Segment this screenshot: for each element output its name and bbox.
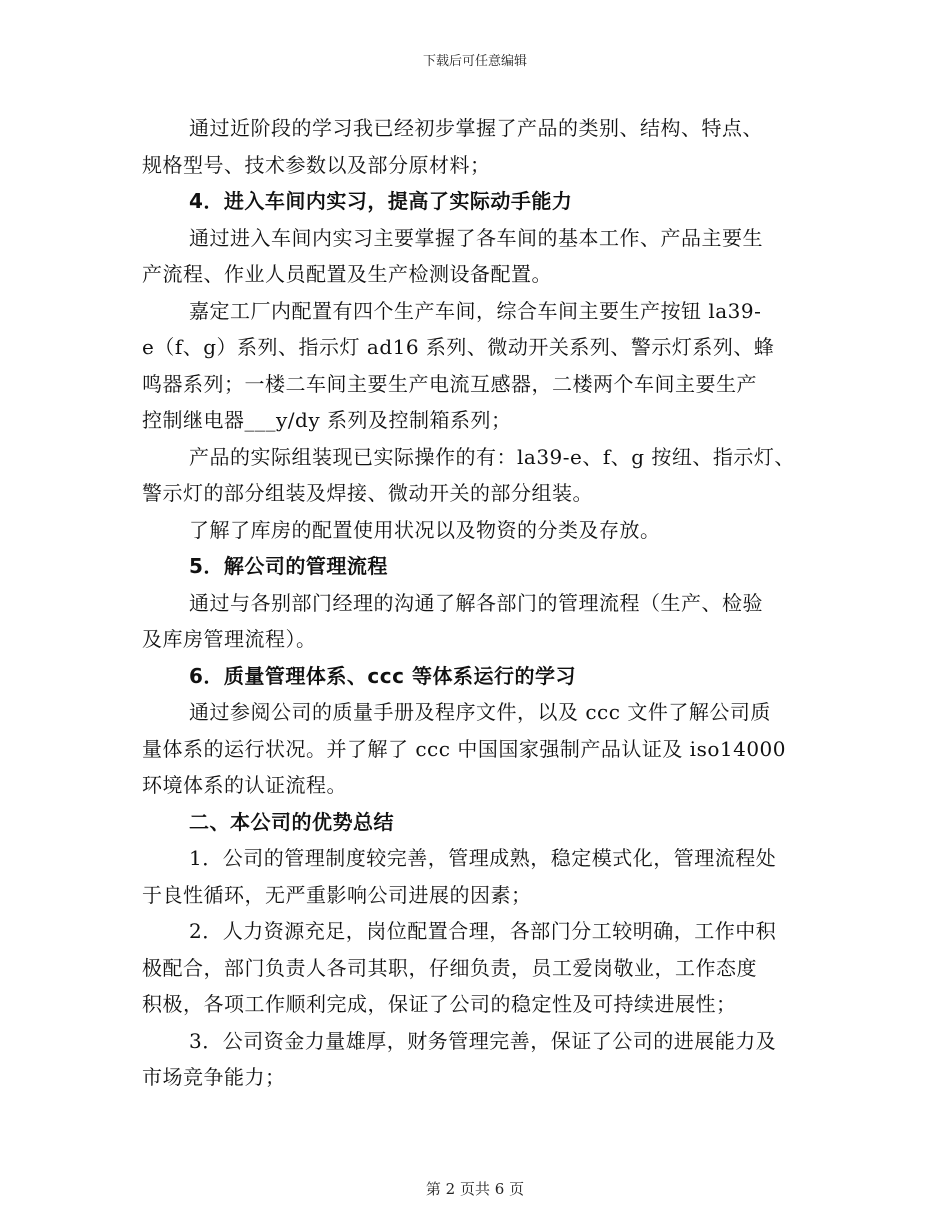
document-body: [142, 110, 812, 1096]
paragraph-line: 嘉定工厂内配置有四个生产车间，综合车间主要生产按钮 la39-: [189, 298, 762, 323]
paragraph-line: 积极，各项工作顺利完成，保证了公司的稳定性及可持续进展性；: [142, 992, 737, 1016]
paragraph-line: 3．公司资金力量雄厚，财务管理完善，保证了公司的进展能力及: [189, 1028, 777, 1053]
page-footer: 第 2 页共 6 页: [425, 1180, 525, 1198]
paragraph-line: 通过与各别部门经理的沟通了解各部门的管理流程（生产、检验: [189, 590, 763, 615]
paragraph-line: 通过参阅公司的质量手册及程序文件，以及 ccc 文件了解公司质: [189, 700, 771, 724]
paragraph-line: 产流程、作业人员配置及生产检测设备配置。: [142, 262, 552, 286]
paragraph-line: 极配合，部门负责人各司其职，仔细负责，员工爱岗敬业，工作态度: [142, 955, 757, 980]
section-heading: 5．解公司的管理流程: [189, 554, 388, 578]
paragraph-line: 通过进入车间内实习主要掌握了各车间的基本工作、产品主要生: [189, 225, 763, 250]
section-heading: 二、本公司的优势总结: [189, 809, 394, 834]
paragraph-line: 鸣器系列；一楼二车间主要生产电流互感器，二楼两个车间主要生产: [142, 371, 757, 396]
paragraph-line: 环境体系的认证流程。: [142, 773, 347, 797]
paragraph-line: 警示灯的部分组装及焊接、微动开关的部分组装。: [142, 481, 593, 505]
paragraph-line: 产品的实际组装现已实际操作的有：la39-e、f、g 按纽、指示灯、: [189, 444, 795, 469]
paragraph-line: 及库房管理流程）。: [142, 627, 317, 651]
paragraph-line: 了解了库房的配置使用状况以及物资的分类及存放。: [189, 517, 661, 542]
section-heading: 6．质量管理体系、ccc 等体系运行的学习: [189, 663, 576, 688]
page-header: 下载后可任意编辑: [422, 54, 527, 69]
paragraph-line: 于良性循环，无严重影响公司进展的因素；: [142, 882, 532, 907]
paragraph-line: 通过近阶段的学习我已经初步掌握了产品的类别、结构、特点、: [189, 116, 763, 140]
paragraph-line: 2．人力资源充足，岗位配置合理，各部门分工较明确，工作中积: [189, 919, 777, 943]
paragraph-line: 市场竞争能力；: [142, 1065, 286, 1089]
paragraph-line: e（f、g）系列、指示灯 ad16 系列、微动开关系列、警示灯系列、蜂: [142, 335, 775, 359]
section-heading: 4．进入车间内实习，提高了实际动手能力: [189, 189, 573, 213]
paragraph-line: 规格型号、技术参数以及部分原材料；: [142, 152, 491, 177]
paragraph-line: 量体系的运行状况。并了解了 ccc 中国国家强制产品认证及 iso14000: [142, 736, 786, 761]
paragraph-line: 控制继电器___y/dy 系列及控制箱系列；: [142, 408, 512, 432]
paragraph-line: 1．公司的管理制度较完善，管理成熟，稳定模式化，管理流程处: [189, 846, 777, 870]
